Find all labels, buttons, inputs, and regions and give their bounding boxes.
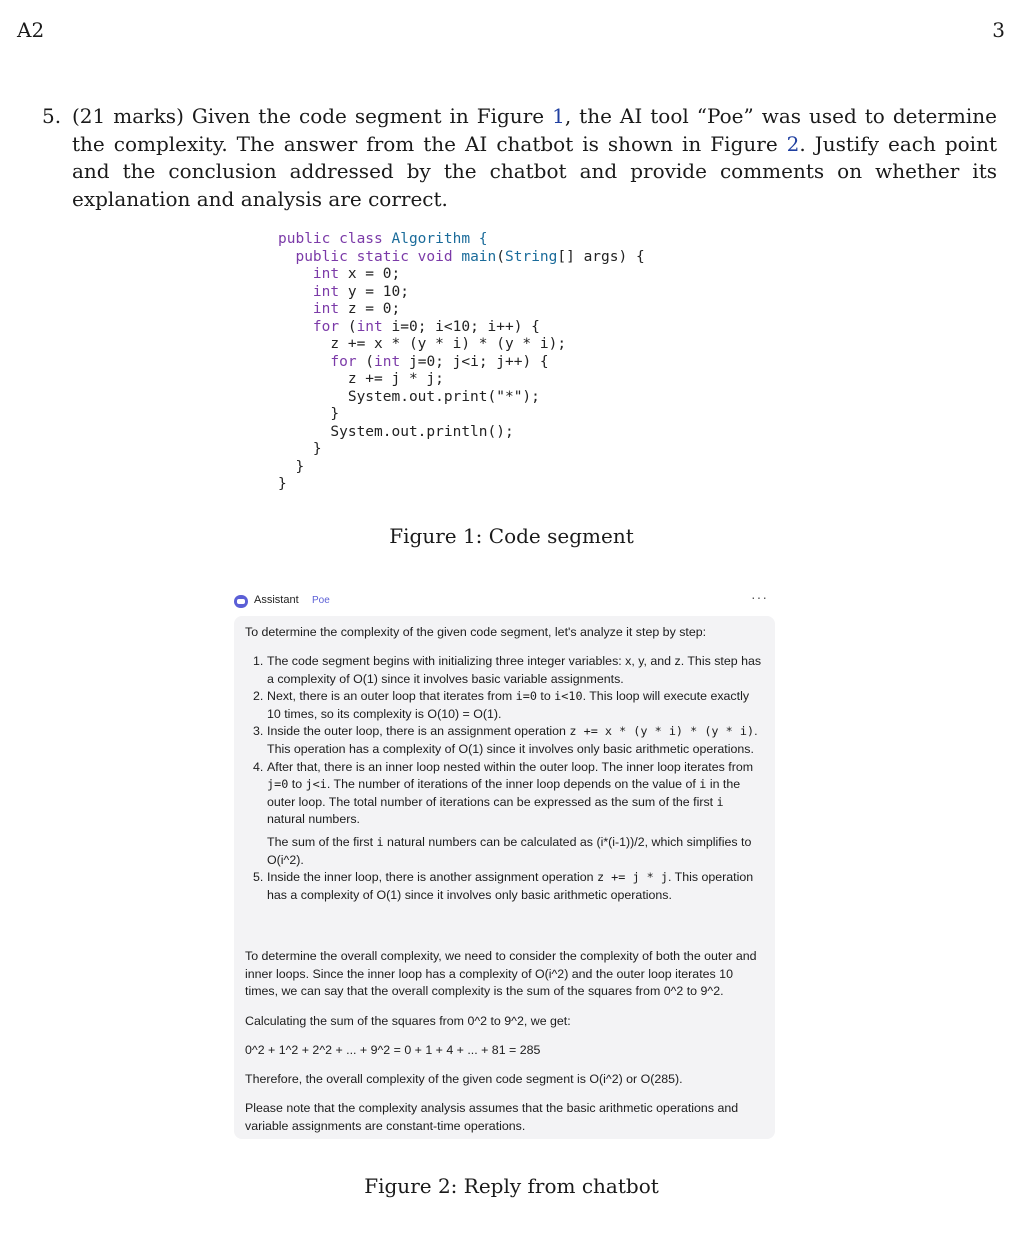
page-number: 3 [992,18,1005,42]
code-line [278,249,645,267]
list-item-number: 4. [253,759,264,774]
list-item-text: to [288,777,306,792]
assistant-label: Assistant [254,594,299,606]
code-class-name: Algorithm { [382,231,488,247]
list-item-text: Inside the inner loop, there is another assignment operation [267,870,597,885]
code-text: z = 0; [339,301,401,317]
code-keyword: int [374,353,401,370]
code-keyword: public static void [278,248,453,265]
figure-2-ref[interactable]: 2 [786,131,800,156]
question-text-part: . Justify each point and the conclusion addressed by the chatbot and provide comments on whether its explanation and analysis are correct. [72,131,998,211]
code-method-name: main [452,248,497,265]
code-line: } [278,406,340,422]
code-line: System.out.println(); [278,423,514,440]
code-line [278,231,645,249]
code-text: [] args) { [557,248,645,265]
code-segment [278,231,645,494]
list-item-text: in the outer loop. The total number of iterations can be expressed as the sum of the first [267,777,741,809]
list-item [253,653,763,688]
question-number: 5. [42,104,62,128]
more-options-icon[interactable]: ··· [751,589,768,605]
inline-code: i<10 [554,689,583,704]
chat-reply-bubble [234,616,775,1139]
figure-2-caption: Figure 2: Reply from chatbot [364,1174,659,1198]
question-text [72,103,997,213]
code-line [278,354,645,372]
list-item-number: 5. [253,870,264,885]
list-item-note [267,834,763,869]
question-5 [42,103,997,213]
list-item-text: After that, there is an inner loop nested within the outer loop. The inner loop iterates from [267,759,754,774]
list-item-text: natural numbers can be calculated as (i*(i-1))/2, which simplifies to O(i^2). [267,834,752,867]
reply-note: Please note that the complexity analysis assumes that the basic arithmetic operations and variable assignments are constant-time operations. [245,1101,739,1133]
list-item-number: 2. [253,689,264,704]
code-line: z += j * j; [278,371,444,387]
code-text: i=0; i<10; i++) { [382,318,540,335]
page-header-left: A2 [17,18,45,42]
inline-code: z += x * (y * i) * (y * i) [569,724,755,739]
code-keyword: int [356,318,383,335]
list-item-text: Next, there is an outer loop that iterates from [267,689,516,704]
reply-paragraph: Calculating the sum of the squares from 0^2 to 9^2, we get: [245,1014,571,1028]
list-item-text: The code segment begins with initializing three integer variables: x, y, and z. This step has a complexity of O(1) since it involves basic variable assignments. [267,654,762,686]
assistant-chat-icon [234,595,248,608]
list-item [253,869,763,904]
figure-1-caption: Figure 1: Code segment [389,524,634,548]
reply-intro: To determine the complexity of the given code segment, let's analyze it step by step: [245,625,707,639]
list-item-text: . This operation has a complexity of O(1) since it involves only basic arithmetic operations. [267,870,754,902]
code-text: ( [356,353,375,370]
code-text: ( [339,318,357,335]
code-text: x = 0; [339,266,401,282]
code-keyword: int [278,266,340,282]
list-item [253,723,763,758]
question-text-part: , the AI tool “Poe” was used to determine the complexity. The answer from the AI chatbot is shown in Figure [72,104,997,156]
code-line: } [278,458,305,475]
code-keyword: public class [278,231,383,247]
list-item-text: The sum of the first [267,834,377,849]
list-item [253,688,763,723]
inline-code: i [699,777,707,792]
list-item-text: . This operation has a complexity of O(1) since it involves only basic arithmetic operations. [267,724,758,756]
code-line [278,301,645,319]
inline-code: i [376,834,384,849]
inline-code: j=0 [267,777,289,792]
poe-badge[interactable]: Poe [312,595,330,606]
inline-code: j<i [305,777,327,792]
code-keyword: for [278,353,357,370]
list-item-text: . The number of iterations of the inner loop depends on the value of [326,777,700,792]
list-item-text: to [536,689,555,704]
inline-code: i [716,794,724,809]
code-line: z += x * (y * i) * (y * i); [278,336,567,352]
reply-conclusion: Therefore, the overall complexity of the given code segment is O(i^2) or O(285). [245,1072,683,1086]
code-keyword: for [278,318,340,335]
code-text: ( [496,248,505,265]
reply-steps-list [253,653,763,904]
code-keyword: int [278,301,340,317]
code-keyword: int [278,283,340,300]
code-line: System.out.print("*"); [278,388,540,405]
list-item-number: 3. [253,724,264,739]
list-item-text: natural numbers. [267,812,360,827]
reply-paragraph: To determine the overall complexity, we need to consider the complexity of both the outer and inner loops. Since the inner loop has a complexity of O(i^2) and the outer loop iterates 10 times, we can say that the overall complexity is the sum of the squares from 0^2 to 9^2. [245,949,757,999]
question-text-part: (21 marks) Given the code segment in Figure [72,104,553,128]
code-line [278,284,645,302]
list-item-text: . This loop will execute exactly 10 times, so its complexity is O(10) = O(1). [267,689,750,721]
reply-equation: 0^2 + 1^2 + 2^2 + ... + 9^2 = 0 + 1 + 4 + ... + 81 = 285 [245,1043,541,1057]
code-type: String [505,248,558,265]
code-text: j=0; j<i; j++) { [400,353,549,370]
inline-code: z += j * j [596,870,668,885]
list-item [253,759,763,870]
code-line [278,266,645,284]
code-line: } [278,441,322,457]
chat-header [234,589,774,611]
code-line [278,319,645,337]
list-item-text: Inside the outer loop, there is an assignment operation [267,724,570,739]
figure-1-ref[interactable]: 1 [552,104,565,128]
list-item-number: 1. [253,654,264,668]
code-line: } [278,476,287,492]
code-text: y = 10; [339,283,409,300]
inline-code: i=0 [515,689,537,704]
